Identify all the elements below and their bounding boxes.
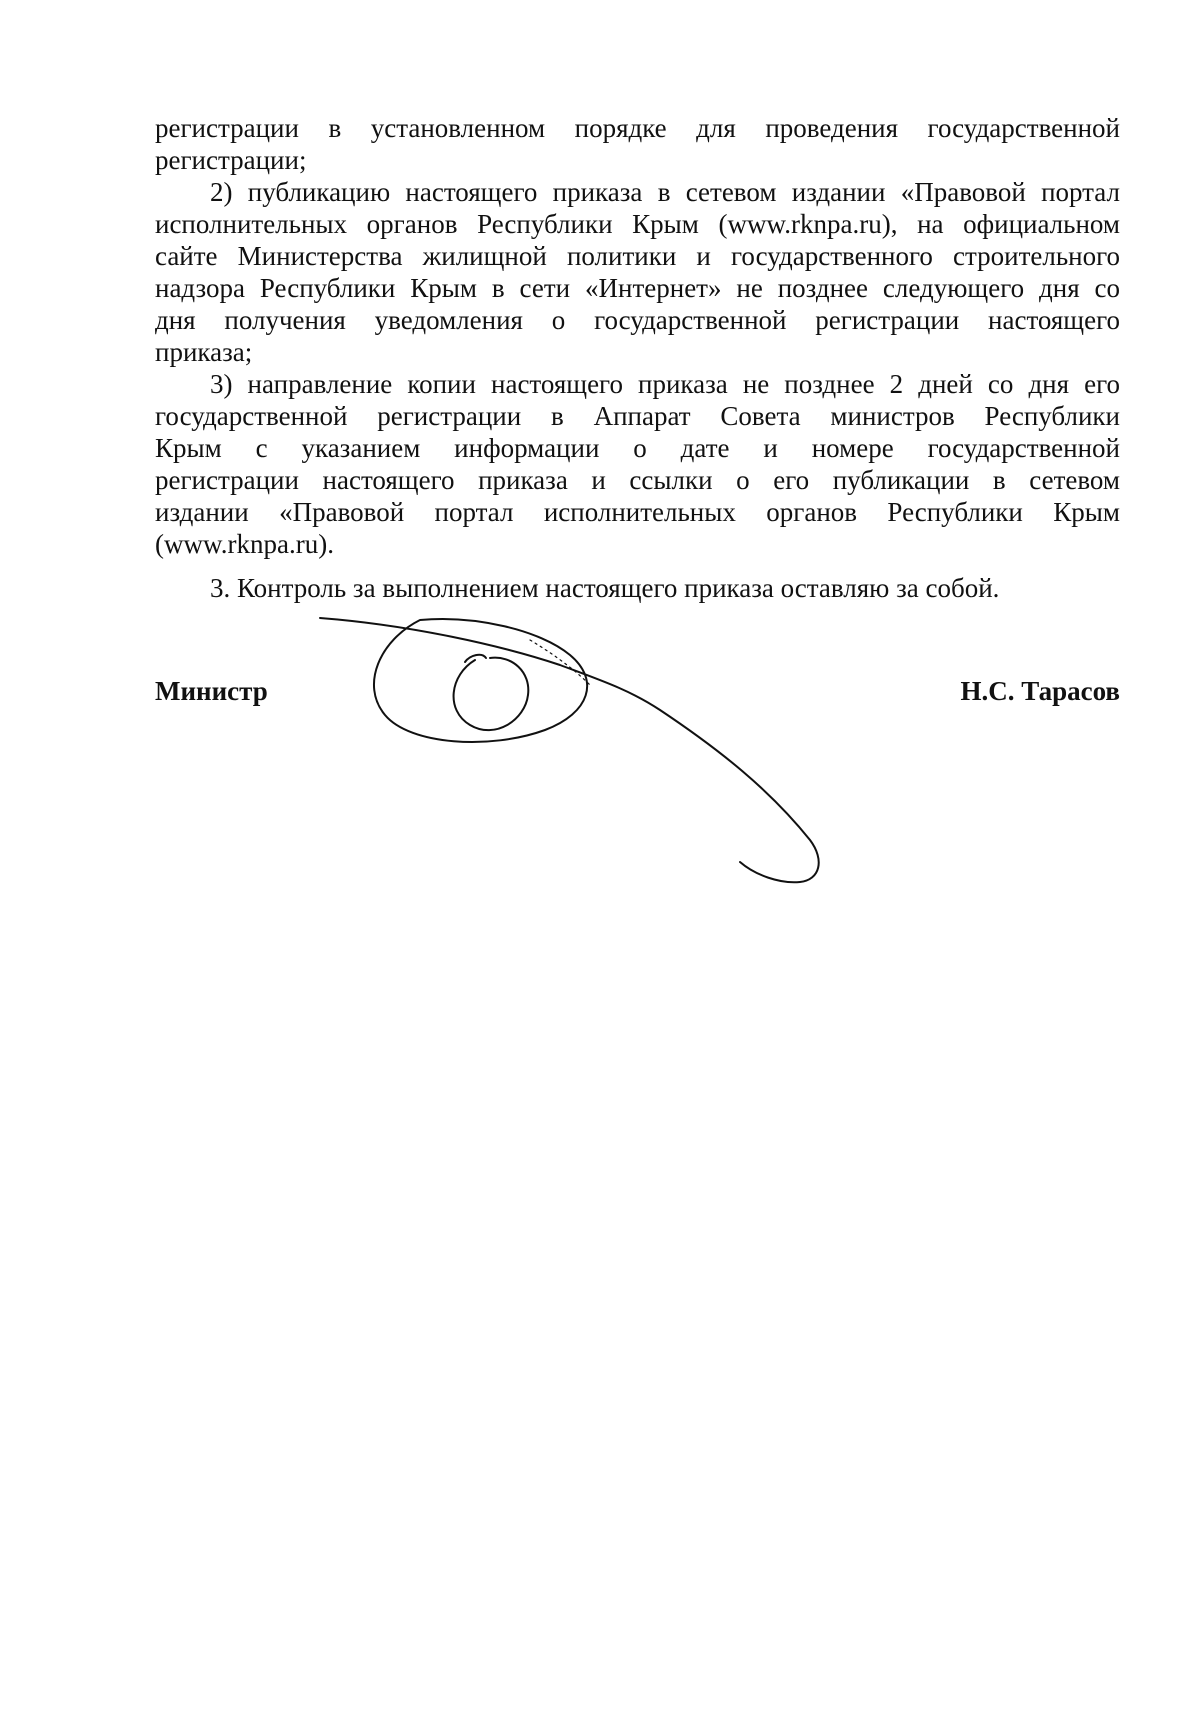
text-line: регистрации в установленном порядке для проведения государственной <box>155 113 1120 143</box>
text-line: издании «Правовой портал исполнительных органов Республики Крым <box>155 497 1120 527</box>
text-line: надзора Республики Крым в сети «Интернет» не позднее следующего дня со <box>155 273 1120 303</box>
text-line: 3) направление копии настоящего приказа не позднее 2 дней со дня его <box>210 369 1120 399</box>
text-line: Крым с указанием информации о дате и номере государственной <box>155 433 1120 463</box>
handwritten-signature <box>300 600 860 900</box>
text-line: исполнительных органов Республики Крым (www.rknpa.ru), на официальном <box>155 209 1120 239</box>
text-line: регистрации; <box>155 145 307 175</box>
text-line: государственной регистрации в Аппарат Совета министров Республики <box>155 401 1120 431</box>
text-line: дня получения уведомления о государственной регистрации настоящего <box>155 305 1120 335</box>
text-line: приказа; <box>155 337 253 367</box>
text-line: регистрации настоящего приказа и ссылки о его публикации в сетевом <box>155 465 1120 495</box>
text-line: сайте Министерства жилищной политики и государственного строительного <box>155 241 1120 271</box>
signatory-position: Министр <box>155 676 268 706</box>
text-line: (www.rknpa.ru). <box>155 529 334 559</box>
text-line: 3. Контроль за выполнением настоящего приказа оставляю за собой. <box>210 573 1000 603</box>
text-line: 2) публикацию настоящего приказа в сетевом издании «Правовой портал <box>210 177 1120 207</box>
signatory-name: Н.С. Тарасов <box>960 676 1120 706</box>
